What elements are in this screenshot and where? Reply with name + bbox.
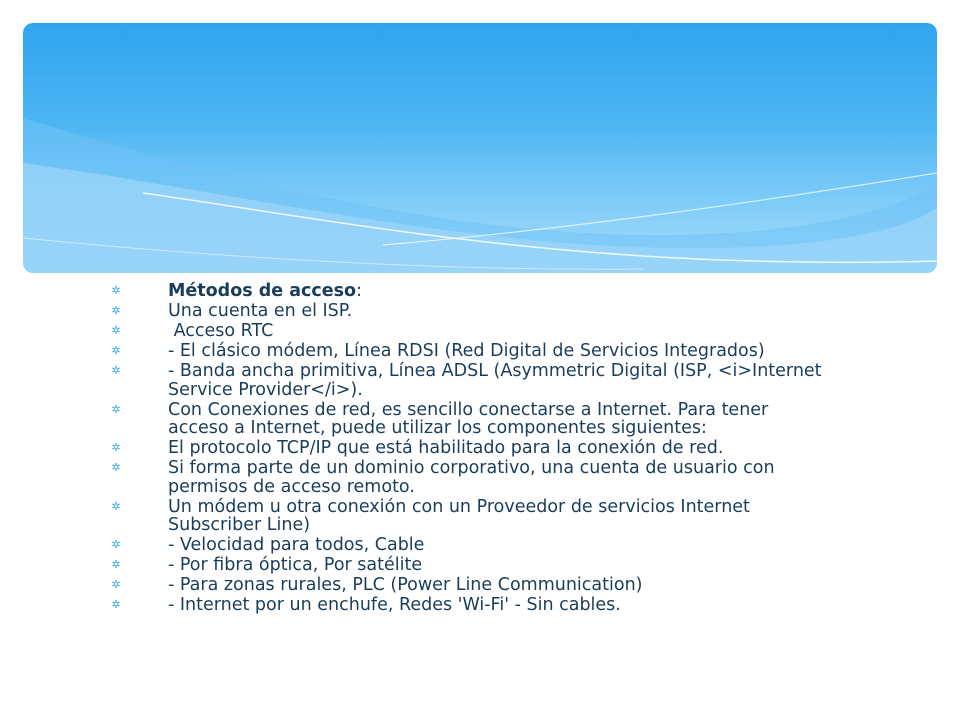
bullet-item <box>105 362 825 399</box>
bullet-list <box>105 282 825 615</box>
bullet-text: - Para zonas rurales, PLC (Power Line Communication) <box>168 575 643 595</box>
bullet-item <box>105 498 825 535</box>
bullet-item <box>105 596 825 615</box>
star-bullet-icon: ✲ <box>111 441 121 454</box>
bullet-text: - Velocidad para todos, Cable <box>168 535 425 555</box>
bullet-text: - Internet por un enchufe, Redes 'Wi-Fi' - Sin cables. <box>168 595 621 615</box>
star-bullet-icon: ✲ <box>111 324 121 337</box>
bullet-text: - El clásico módem, Línea RDSI (Red Digital de Servicios Integrados) <box>168 341 765 361</box>
bullet-text: Si forma parte de un dominio corporativo, una cuenta de usuario con permisos de acceso remoto. <box>168 458 775 497</box>
star-bullet-icon: ✲ <box>111 402 121 416</box>
content-area <box>105 282 825 616</box>
bullet-item <box>105 576 825 595</box>
bullet-text: Una cuenta en el ISP. <box>168 301 353 321</box>
bullet-text: - Por fibra óptica, Por satélite <box>168 555 423 575</box>
bullet-item <box>105 302 825 321</box>
bullet-text: Con Conexiones de red, es sencillo conectarse a Internet. Para tener acceso a Internet, puede utilizar los componentes siguientes: <box>168 399 769 438</box>
bullet-item <box>105 439 825 458</box>
wave-decoration <box>23 23 937 273</box>
star-bullet-icon: ✲ <box>111 304 121 317</box>
star-bullet-icon: ✲ <box>111 578 121 591</box>
star-bullet-icon: ✲ <box>111 558 121 571</box>
header-banner <box>23 23 937 273</box>
star-bullet-icon: ✲ <box>111 538 121 551</box>
bullet-item <box>105 556 825 575</box>
star-bullet-icon: ✲ <box>111 364 121 377</box>
bullet-item <box>105 401 825 438</box>
star-bullet-icon: ✲ <box>111 344 121 357</box>
star-bullet-icon: ✲ <box>111 461 121 474</box>
bullet-text: - Banda ancha primitiva, Línea ADSL (Asymmetric Digital (ISP, <i>Internet Service Provider</i>). <box>168 361 822 400</box>
star-bullet-icon: ✲ <box>111 284 121 297</box>
star-bullet-icon: ✲ <box>111 499 121 513</box>
bullet-text: Acceso RTC <box>168 321 274 341</box>
bullet-item <box>105 322 825 341</box>
bullet-item <box>105 342 825 361</box>
bullet-text: Un módem u otra conexión con un Proveedor de servicios Internet Subscriber Line) <box>168 496 750 535</box>
star-bullet-icon: ✲ <box>111 598 121 611</box>
bullet-item <box>105 536 825 555</box>
bullet-item <box>105 459 825 496</box>
bullet-text: Métodos de acceso <box>168 281 357 301</box>
bullet-item <box>105 282 825 301</box>
bullet-text: El protocolo TCP/IP que está habilitado para la conexión de red. <box>168 438 724 458</box>
bullet-suffix: : <box>356 281 362 301</box>
